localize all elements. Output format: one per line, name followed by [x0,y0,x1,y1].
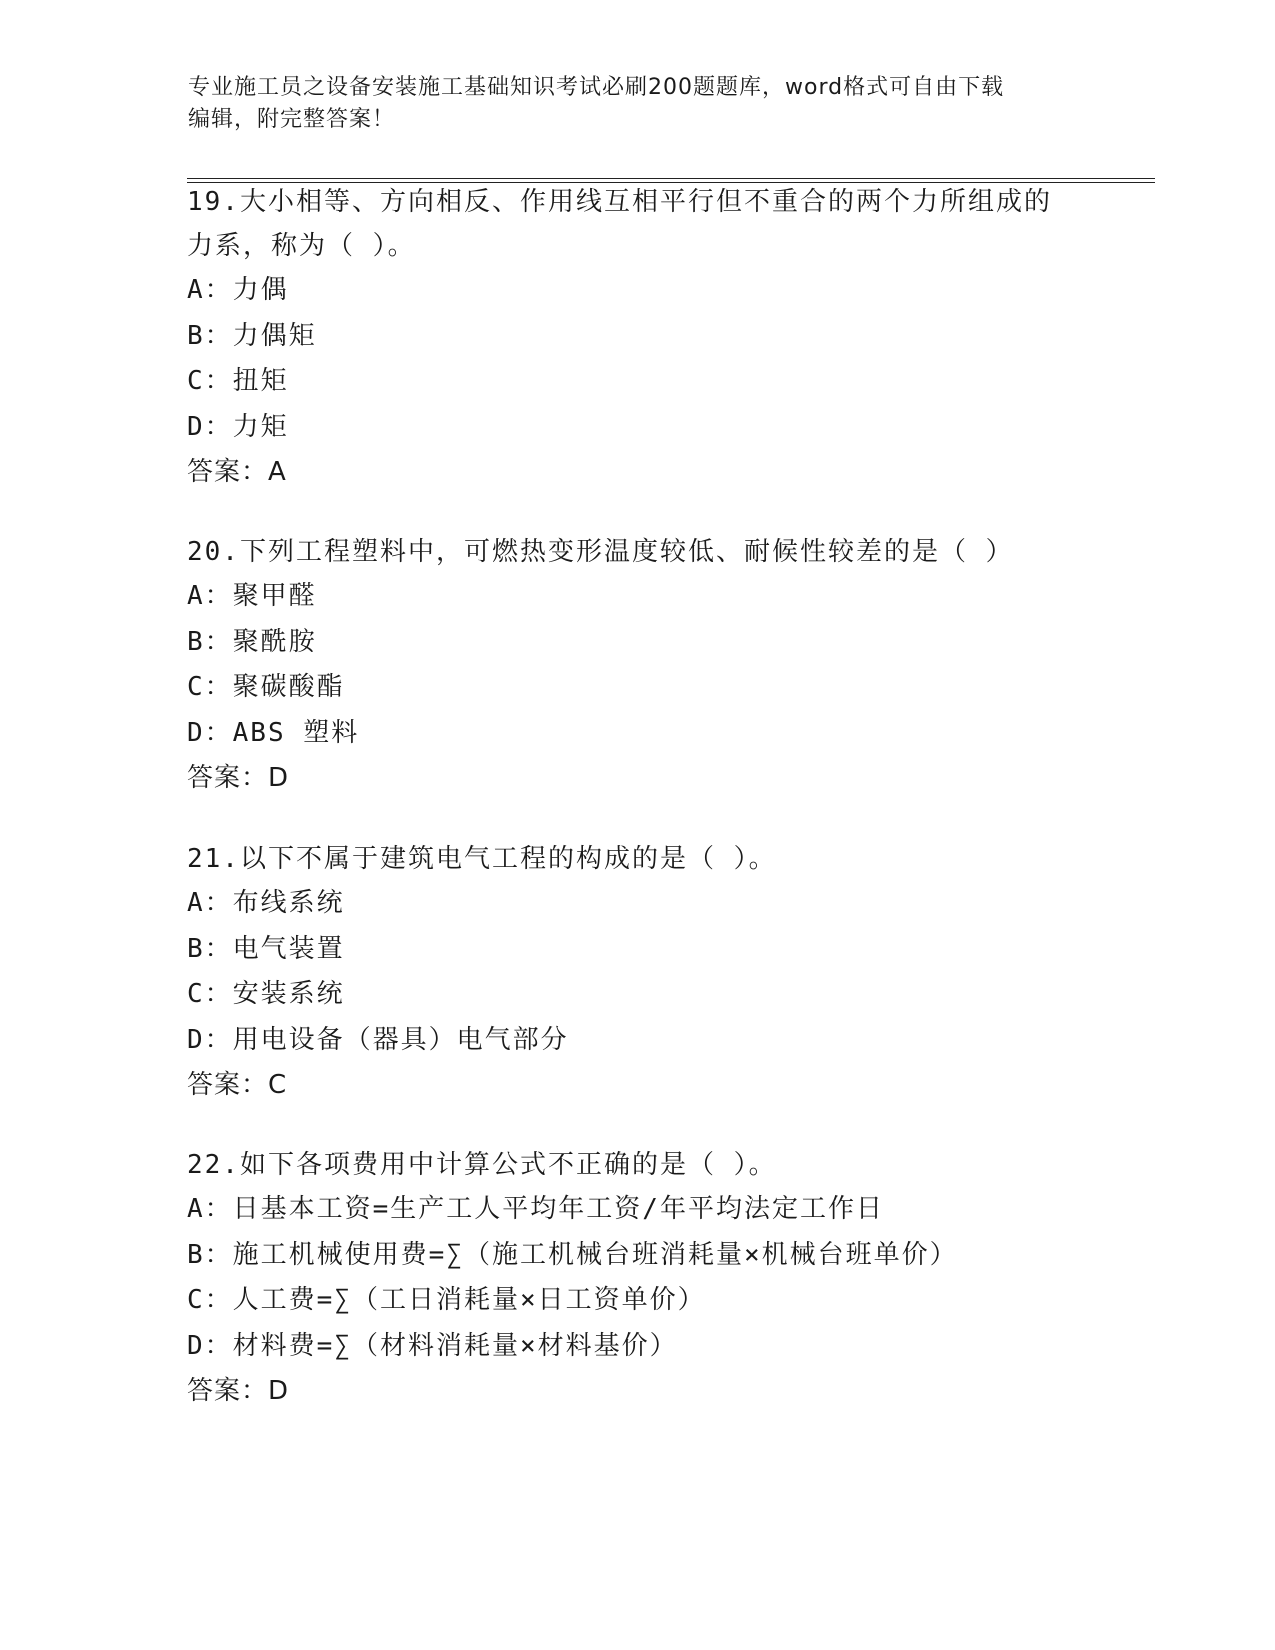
option-a: A：布线系统 [187,888,345,918]
question-20 [187,530,1087,801]
question-19 [187,180,1087,495]
option-b: B：电气装置 [187,933,345,964]
option-b: B：聚酰胺 [187,626,317,657]
question-stem-line-1: 19.大小相等、方向相反、作用线互相平行但不重合的两个力所组成的 [187,187,1052,217]
question-stem [187,837,1087,881]
question-22 [187,1143,1087,1414]
answer: 答案：C [187,1070,288,1100]
option-d: D：ABS 塑料 [187,717,360,748]
question-stem [187,1143,1087,1187]
answer: 答案：D [187,1376,290,1406]
option-c: C：人工费=∑（工日消耗量×日工资单价） [187,1285,706,1315]
question-stem [187,180,1087,268]
option-b: B：施工机械使用费=∑（施工机械台班消耗量×机械台班单价） [187,1239,958,1270]
question-stem-line-2: 力系，称为（ ）。 [187,231,416,261]
question-21 [187,837,1087,1108]
header-line-2: 编辑，附完整答案！ [188,107,396,132]
option-d: D：用电设备（器具）电气部分 [187,1024,569,1055]
question-stem-line-1: 20.下列工程塑料中，可燃热变形温度较低、耐候性较差的是（ ） [187,537,1014,567]
option-a: A：聚甲醛 [187,581,317,611]
option-c: C：聚碳酸酯 [187,672,345,702]
option-c: C：扭矩 [187,366,289,396]
option-a: A：日基本工资=生产工人平均年工资/年平均法定工作日 [187,1194,884,1224]
question-stem [187,530,1087,574]
option-d: D：力矩 [187,411,289,442]
document-header [188,72,1088,136]
answer: 答案：A [187,457,287,487]
option-a: A：力偶 [187,275,289,305]
question-stem-line-1: 21.以下不属于建筑电气工程的构成的是（ ）。 [187,844,777,874]
header-line-1: 专业施工员之设备安装施工基础知识考试必刷200题题库，word格式可自由下载 [188,75,1005,100]
option-b: B：力偶矩 [187,320,317,351]
option-c: C：安装系统 [187,979,345,1009]
option-d: D：材料费=∑（材料消耗量×材料基价） [187,1330,678,1361]
question-stem-line-1: 22.如下各项费用中计算公式不正确的是（ ）。 [187,1150,777,1180]
answer: 答案：D [187,763,290,793]
